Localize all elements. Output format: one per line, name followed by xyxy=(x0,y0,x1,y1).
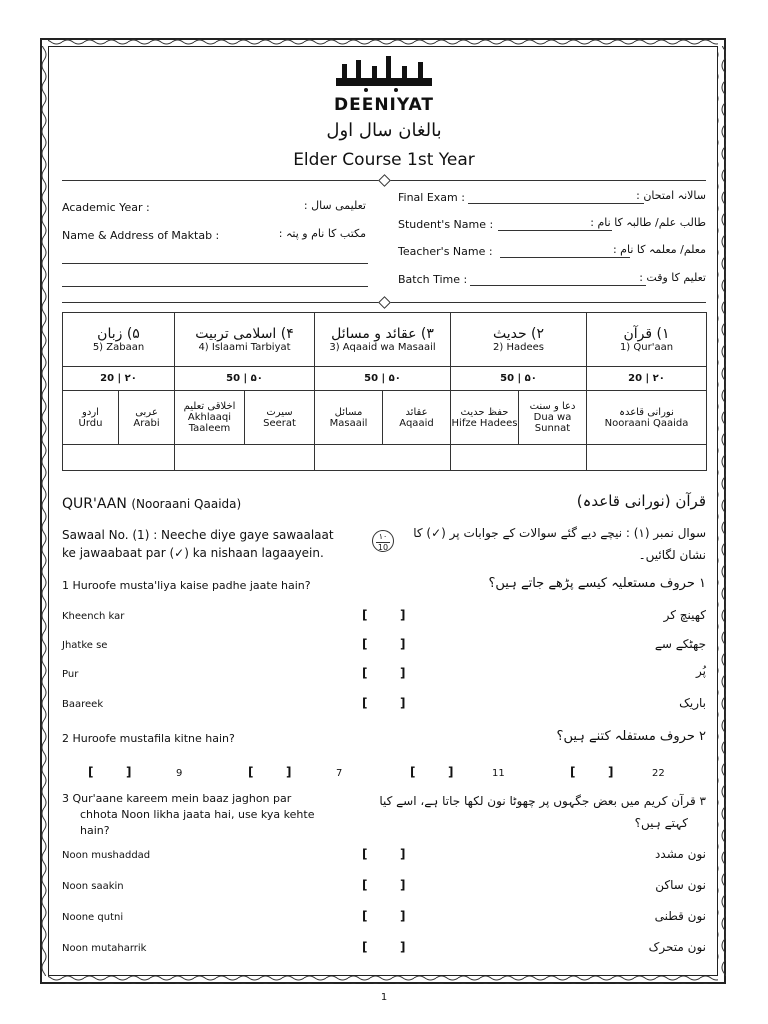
sub-seerat: سیرت Seerat xyxy=(245,391,315,445)
deeniyat-logo-icon xyxy=(330,56,438,94)
q3-checkbox-close[interactable]: ] xyxy=(400,940,406,954)
q3-checkbox-close[interactable]: ] xyxy=(400,909,406,923)
question-3-line-3: hain? xyxy=(80,824,110,837)
q3-option-ur: نون قطنی xyxy=(654,909,706,923)
q3-option-en: Noon mushaddad xyxy=(62,850,151,861)
teacher-name-field[interactable] xyxy=(500,257,630,258)
q1-option-ur: کھینچ کر xyxy=(663,608,706,622)
q2-checkbox-open[interactable]: [ xyxy=(248,765,254,779)
q1-checkbox-open[interactable]: [ xyxy=(362,608,368,622)
batch-time-field[interactable] xyxy=(470,285,646,286)
question-2-ur: ۲ حروف مستفلہ کتنے ہیں؟ xyxy=(556,729,706,744)
q2-checkbox-close[interactable]: ] xyxy=(126,765,132,779)
student-name-field[interactable] xyxy=(498,230,612,231)
sub-dua-sunnat: دعا و سنت Dua wa Sunnat xyxy=(519,391,587,445)
section-title: QUR'AAN (Nooraani Qaaida) xyxy=(62,496,242,512)
sub-aqaaid: عقائد Aqaaid xyxy=(383,391,451,445)
question-3-line-2: chhota Noon likha jaata hai, use kya kehte xyxy=(80,808,315,821)
score-cell[interactable] xyxy=(315,445,451,471)
final-exam-field[interactable] xyxy=(468,203,644,204)
q2-checkbox-open[interactable]: [ xyxy=(570,765,576,779)
page-number: 1 xyxy=(380,992,388,1003)
subject-header-tarbiyat: ۴) اسلامی تربیت 4) Islaami Tarbiyat xyxy=(175,313,315,367)
q3-checkbox-open[interactable]: [ xyxy=(362,847,368,861)
q2-option: 22 xyxy=(652,768,665,779)
english-title: Elder Course 1st Year xyxy=(293,150,475,170)
sawaal-instruction-ur-1: سوال نمبر (۱) : نیچے دیے گئے سوالات کے جوابات پر (✓) کا xyxy=(413,526,706,540)
sawaal-instruction-ur-2: نشان لگائیں۔ xyxy=(638,548,706,562)
q1-checkbox-close[interactable]: ] xyxy=(400,696,406,710)
maktab-label: Name & Address of Maktab : xyxy=(62,229,220,242)
question-3-ur-line-1: ۳ قرآن کریم میں بعض جگہوں پر چھوٹا نون لکھا جاتا ہے، اسے کیا xyxy=(379,794,706,808)
q1-option-ur: پُر xyxy=(696,664,706,678)
q1-checkbox-close[interactable]: ] xyxy=(400,608,406,622)
q3-option-en: Noone qutni xyxy=(62,912,124,923)
academic-year-label: Academic Year : xyxy=(62,201,150,214)
q1-checkbox-close[interactable]: ] xyxy=(400,666,406,680)
subject-header-zabaan: ۵) زبان 5) Zabaan xyxy=(63,313,175,367)
q1-option-ur: باریک xyxy=(679,696,706,710)
q3-checkbox-open[interactable]: [ xyxy=(362,878,368,892)
subject-header-hadees: ۲) حدیث 2) Hadees xyxy=(451,313,587,367)
q1-option-ur: جھٹکے سے xyxy=(654,637,706,651)
q3-option-en: Noon mutaharrik xyxy=(62,943,147,954)
student-name-label: Student's Name : xyxy=(398,218,494,231)
final-exam-label-ur: سالانہ امتحان : xyxy=(636,189,706,202)
q3-option-ur: نون ساکن xyxy=(655,878,706,892)
q2-option: 11 xyxy=(492,768,505,779)
q1-checkbox-close[interactable]: ] xyxy=(400,637,406,651)
subject-header-quraan: ۱) قرآن 1) Qur'aan xyxy=(587,313,707,367)
teacher-name-label: Teacher's Name : xyxy=(398,245,493,258)
score-cell[interactable] xyxy=(587,445,707,471)
teacher-name-label-ur: معلم/ معلمہ کا نام : xyxy=(612,243,706,256)
marks-tarbiyat: 50 | ۵۰ xyxy=(175,367,315,391)
question-3-line-1: 3 Qur'aane kareem mein baaz jaghon par xyxy=(62,792,292,805)
q1-checkbox-open[interactable]: [ xyxy=(362,666,368,680)
q2-checkbox-open[interactable]: [ xyxy=(88,765,94,779)
q1-option-en: Kheench kar xyxy=(62,611,125,622)
marks-zabaan: 20 | ۲۰ xyxy=(63,367,175,391)
q3-checkbox-close[interactable]: ] xyxy=(400,878,406,892)
score-cell[interactable] xyxy=(451,445,587,471)
q2-checkbox-close[interactable]: ] xyxy=(608,765,614,779)
maktab-line-1[interactable] xyxy=(62,263,368,264)
q3-checkbox-open[interactable]: [ xyxy=(362,909,368,923)
question-1-ur: ۱ حروف مستعلیہ کیسے پڑھے جاتے ہیں؟ xyxy=(488,576,706,591)
subject-header-aqaaid: ۳) عقائد و مسائل 3) Aqaaid wa Masaail xyxy=(315,313,451,367)
q2-checkbox-close[interactable]: ] xyxy=(286,765,292,779)
section-title-ur: قرآن (نورانی قاعدہ) xyxy=(576,492,706,510)
q2-checkbox-open[interactable]: [ xyxy=(410,765,416,779)
q2-checkbox-close[interactable]: ] xyxy=(448,765,454,779)
q2-option: 7 xyxy=(336,768,343,779)
urdu-title: بالغان سال اول xyxy=(326,120,442,141)
score-cell[interactable] xyxy=(175,445,315,471)
q1-checkbox-open[interactable]: [ xyxy=(362,637,368,651)
sub-masaail: مسائل Masaail xyxy=(315,391,383,445)
batch-time-label: Batch Time : xyxy=(398,273,468,286)
q3-checkbox-close[interactable]: ] xyxy=(400,847,406,861)
q1-option-en: Pur xyxy=(62,669,79,680)
academic-year-label-ur: تعلیمی سال : xyxy=(303,199,366,212)
q3-option-ur: نون مشدد xyxy=(655,847,706,861)
q2-option: 9 xyxy=(176,768,183,779)
maktab-line-2[interactable] xyxy=(62,286,368,287)
logo-text: DEENIYAT xyxy=(333,95,434,115)
sub-nooraani-qaaida: نورانی قاعدہ Nooraani Qaaida xyxy=(587,391,707,445)
question-3-ur-line-2: کہتے ہیں؟ xyxy=(634,816,688,830)
marks-quraan: 20 | ۲۰ xyxy=(587,367,707,391)
question-1: 1 Huroofe musta'liya kaise padhe jaate hain? xyxy=(62,579,311,592)
marks-hadees: 50 | ۵۰ xyxy=(451,367,587,391)
q3-option-en: Noon saakin xyxy=(62,881,124,892)
score-cell[interactable] xyxy=(63,445,175,471)
marks-badge: ۱۰ 10 xyxy=(372,530,394,552)
sub-hifze-hadees: حفظ حدیث Hifze Hadees xyxy=(451,391,519,445)
final-exam-label: Final Exam : xyxy=(398,191,465,204)
sub-arabi: عربی Arabi xyxy=(119,391,175,445)
student-name-label-ur: طالب علم/ طالبہ کا نام : xyxy=(590,216,706,229)
sawaal-instruction-1: Sawaal No. (1) : Neeche diye gaye sawaalaat xyxy=(62,528,334,542)
maktab-label-ur: مکتب کا نام و پتہ : xyxy=(278,227,366,240)
subjects-table xyxy=(62,312,707,471)
question-2: 2 Huroofe mustafila kitne hain? xyxy=(62,732,235,745)
sub-urdu: اردو Urdu xyxy=(63,391,119,445)
sawaal-instruction-2: ke jawaabaat par (✓) ka nishaan lagaayein. xyxy=(62,546,324,560)
q1-option-en: Baareek xyxy=(62,699,104,710)
q1-option-en: Jhatke se xyxy=(62,640,108,651)
q1-checkbox-open[interactable]: [ xyxy=(362,696,368,710)
sub-akhlaaqi: اخلاقی تعلیم Akhlaaqi Taaleem xyxy=(175,391,245,445)
q3-checkbox-open[interactable]: [ xyxy=(362,940,368,954)
marks-aqaaid: 50 | ۵۰ xyxy=(315,367,451,391)
q3-option-ur: نون متحرک xyxy=(648,940,706,954)
batch-time-label-ur: تعلیم کا وقت : xyxy=(639,271,706,284)
